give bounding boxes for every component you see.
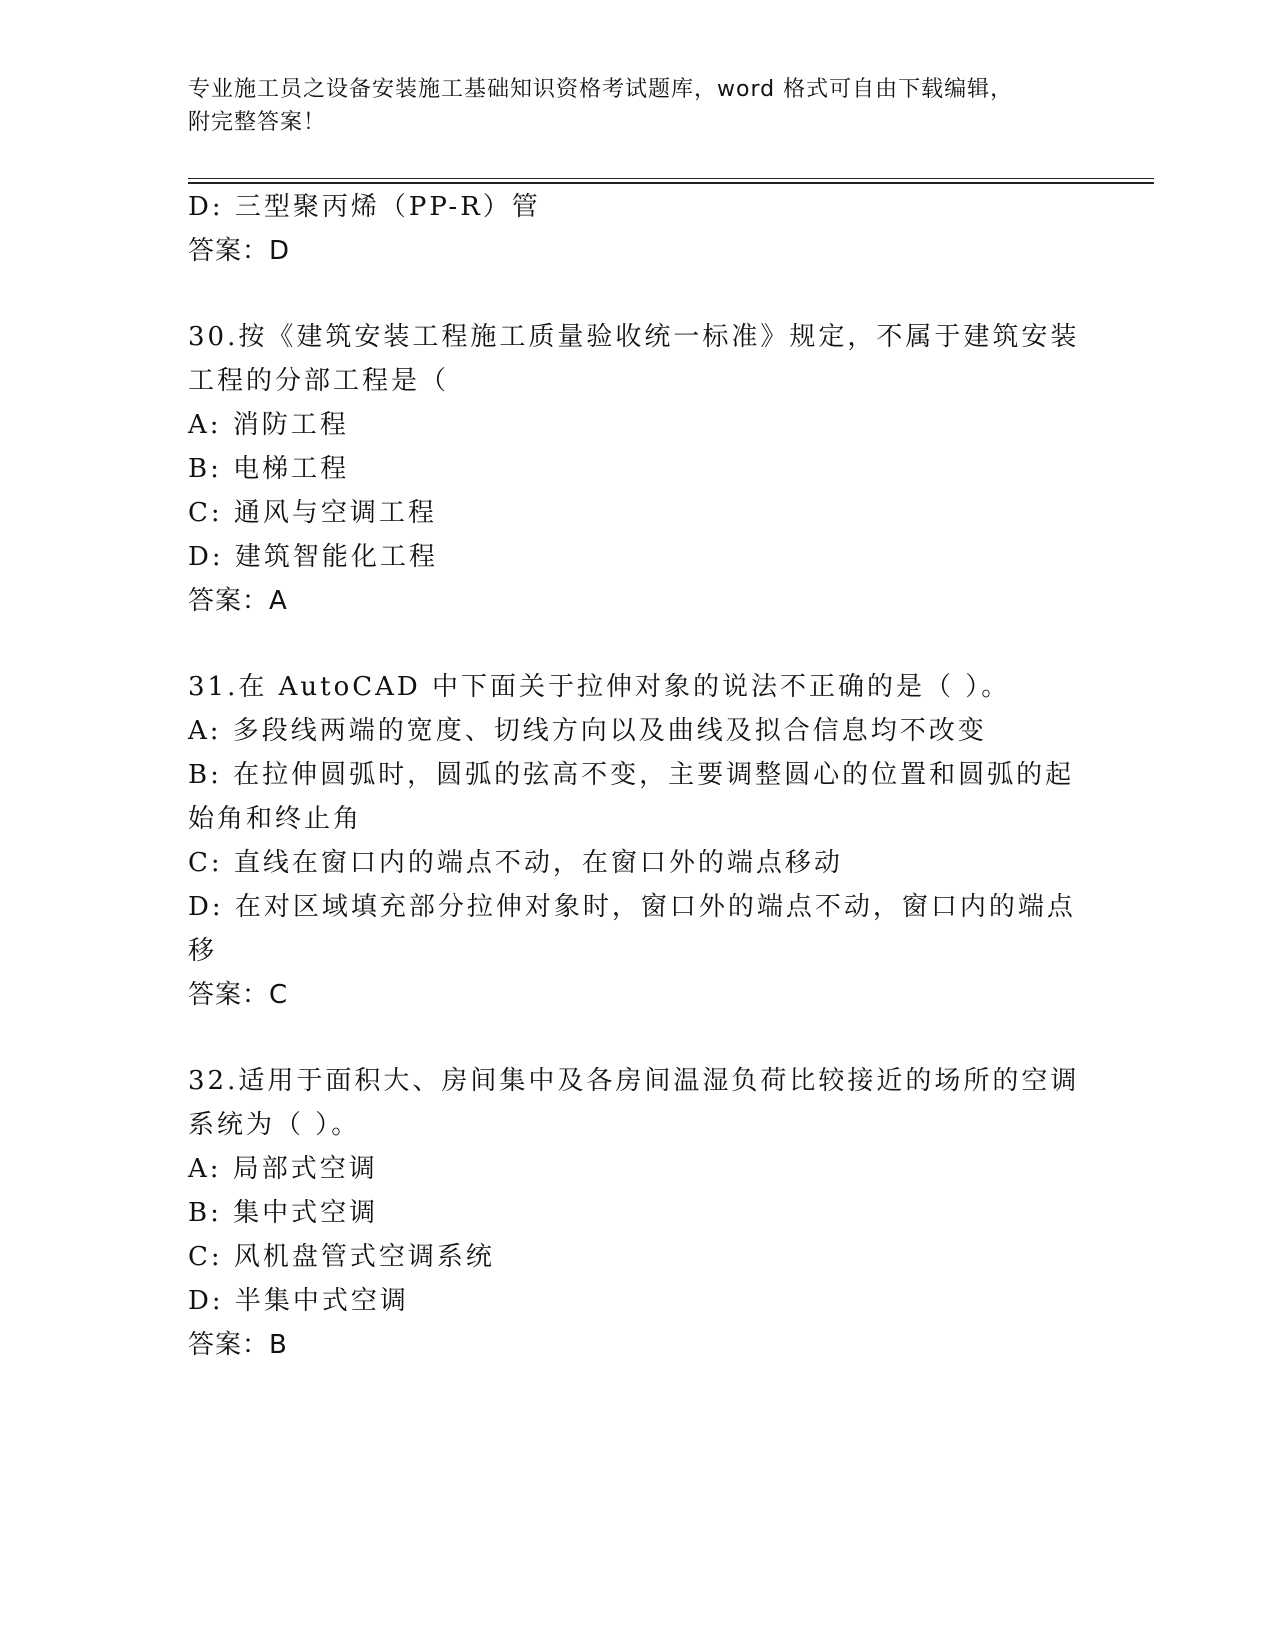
q30-option-d: D: 建筑智能化工程 bbox=[188, 542, 438, 572]
q31-option-c: C: 直线在窗口内的端点不动，在窗口外的端点移动 bbox=[188, 848, 843, 878]
page-header bbox=[188, 73, 1068, 139]
header-divider-thin bbox=[188, 178, 1154, 179]
q30-option-a: A: 消防工程 bbox=[188, 410, 349, 440]
q31-stem: 31.在 AutoCAD 中下面关于拉伸对象的说法不正确的是（ ）。 bbox=[188, 672, 1011, 702]
q32-option-d: D: 半集中式空调 bbox=[188, 1286, 409, 1316]
q29-option-d: D: 三型聚丙烯（PP-R）管 bbox=[188, 192, 541, 222]
header-line-1: 专业施工员之设备安装施工基础知识资格考试题库，word 格式可自由下载编辑， bbox=[188, 77, 1014, 102]
q31-option-a: A: 多段线两端的宽度、切线方向以及曲线及拟合信息均不改变 bbox=[188, 716, 987, 746]
q32-option-c: C: 风机盘管式空调系统 bbox=[188, 1242, 495, 1272]
header-line-2: 附完整答案！ bbox=[188, 110, 327, 135]
q30-answer: 答案：A bbox=[188, 586, 288, 616]
q32-answer: 答案：B bbox=[188, 1330, 288, 1360]
q32-option-a: A: 局部式空调 bbox=[188, 1154, 378, 1184]
q30-option-c: C: 通风与空调工程 bbox=[188, 498, 437, 528]
q30-option-b: B: 电梯工程 bbox=[188, 454, 350, 484]
q31-option-d-line-1: D: 在对区域填充部分拉伸对象时，窗口外的端点不动，窗口内的端点 bbox=[188, 892, 1076, 922]
q32-stem-line-1: 32.适用于面积大、房间集中及各房间温湿负荷比较接近的场所的空调 bbox=[188, 1066, 1080, 1096]
q30-stem-line-1: 30.按《建筑安装工程施工质量验收统一标准》规定，不属于建筑安装 bbox=[188, 322, 1080, 352]
q30-stem-line-2: 工程的分部工程是（ bbox=[188, 366, 450, 396]
q32-option-b: B: 集中式空调 bbox=[188, 1198, 379, 1228]
q31-option-d-line-2: 移 bbox=[188, 936, 218, 966]
q31-option-b-line-1: B: 在拉伸圆弧时，圆弧的弦高不变，主要调整圆心的位置和圆弧的起 bbox=[188, 760, 1075, 790]
q32-stem-line-2: 系统为（ ）。 bbox=[188, 1110, 361, 1140]
q31-answer: 答案：C bbox=[188, 980, 289, 1010]
header-divider-thick bbox=[188, 182, 1154, 184]
q31-option-b-line-2: 始角和终止角 bbox=[188, 804, 363, 834]
q29-answer: 答案：D bbox=[188, 236, 291, 266]
